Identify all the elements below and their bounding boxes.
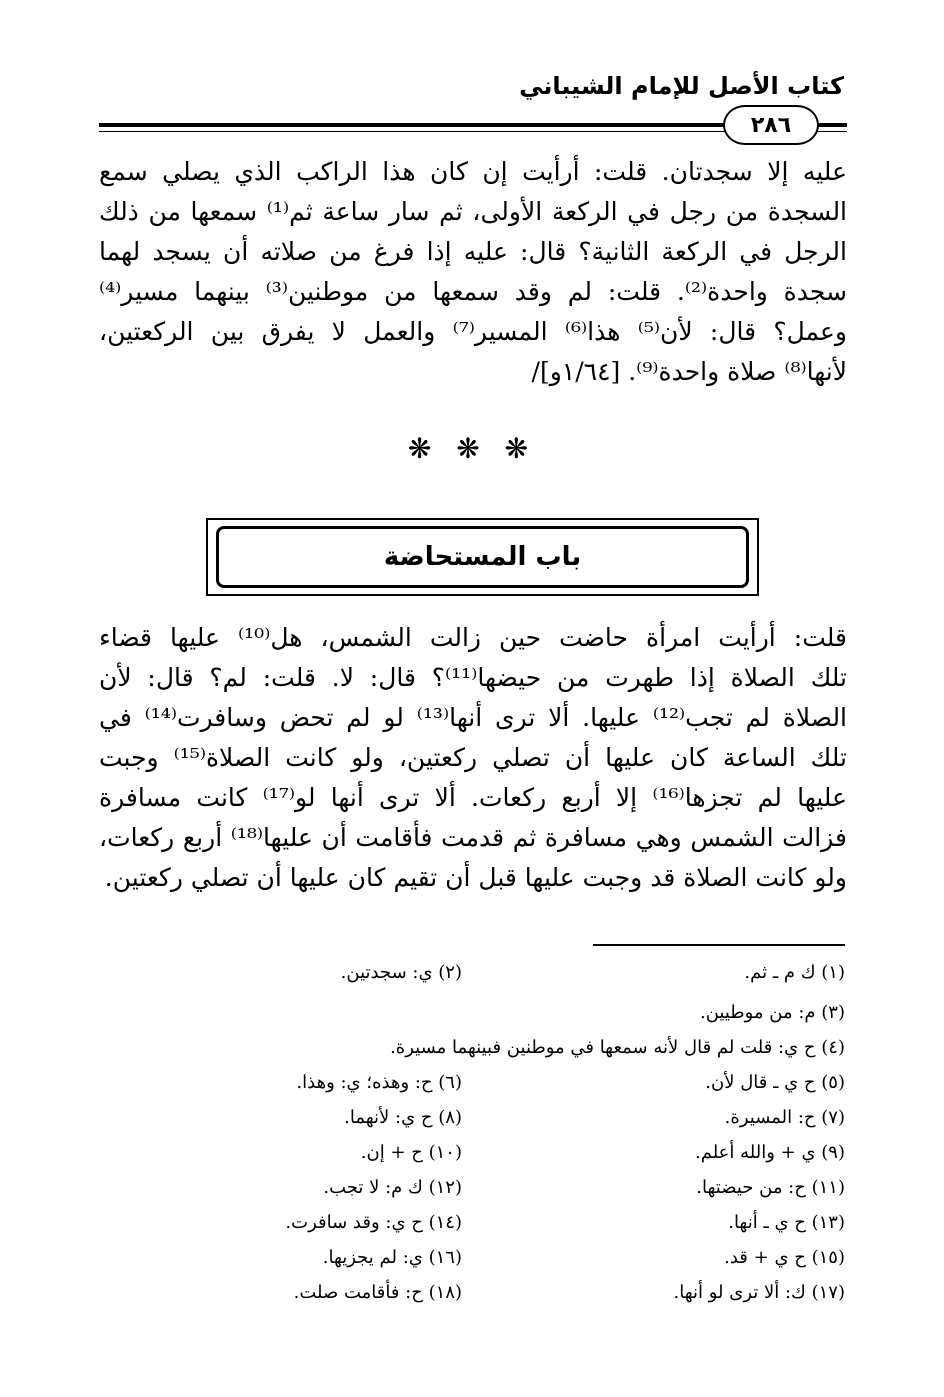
footnote: (١٢) ك م: لا تجب. [323,1177,462,1198]
text-line: سجدة واحدة⁽²⁾. قلت: لم وقد سمعها من موطنين⁽³⁾ بينهما مسير⁽⁴⁾ [99,277,847,306]
footnote: (٩) ي + والله أعلم. [695,1142,845,1163]
footnote: (٧) ح: المسيرة. [724,1107,845,1128]
footnote: (٦) ح: وهذه؛ ي: وهذا. [296,1072,462,1093]
chapter-title: باب المستحاضة [216,526,749,588]
text-line: ولو كانت الصلاة قد وجبت عليها قبل أن تقيم كان عليها أن تصلي ركعتين. [104,863,847,892]
section-separator: ❋ ❋ ❋ [407,432,537,465]
text-line: تلك الصلاة إذا طهرت من حيضها⁽¹¹⁾؟ قال: لا. قلت: لم؟ قال: لأن [99,663,847,692]
footnote: (١٥) ح ي + قد. [724,1247,845,1268]
footnote: (١١) ح: من حيضتها. [696,1177,845,1198]
footnote: (٤) ح ي: قلت لم قال لأنه سمعها في موطنين فبينهما مسيرة. [390,1037,845,1058]
footnote: (٨) ح ي: لأنهما. [344,1107,462,1128]
footnote: (١٧) ك: ألا ترى لو أنها. [673,1282,845,1303]
footnote-rule [593,944,845,946]
footnote: (١) ك م ـ ثم. [744,962,845,983]
footnote: (١٠) ح + إن. [360,1142,462,1163]
footnote: (١٤) ح ي: وقد سافرت. [285,1212,462,1233]
text-line: فزالت الشمس وهي مسافرة ثم قدمت فأقامت أن عليها⁽¹⁸⁾ أربع ركعات، [99,823,847,852]
paragraph-2 [99,618,847,898]
text-line: قلت: أرأيت امرأة حاضت حين زالت الشمس، هل⁽¹⁰⁾ عليها قضاء [99,623,847,652]
book-title: كتاب الأصل للإمام الشيباني [519,72,844,100]
footnote: (١٣) ح ي ـ أنها. [728,1212,845,1233]
paragraph-1 [99,152,847,392]
page-number: ٢٨٦ [723,105,819,145]
footnote: (٥) ح ي ـ قال لأن. [705,1072,845,1093]
text-line: وعمل؟ قال: لأن⁽⁵⁾ هذا⁽⁶⁾ المسير⁽⁷⁾ والعمل لا يفرق بين الركعتين، [99,317,847,346]
text-line: الصلاة لم تجب⁽¹²⁾ عليها. ألا ترى أنها⁽¹³⁾ لو لم تحض وسافرت⁽¹⁴⁾ في [99,703,848,732]
footnote: (١٨) ح: فأقامت صلت. [293,1282,462,1303]
text-line: السجدة من رجل في الركعة الأولى، ثم سار ساعة ثم⁽¹⁾ سمعها من ذلك [99,197,848,226]
footnote: (١٦) ي: لم يجزيها. [322,1247,462,1268]
text-line: عليها لم تجزها⁽¹⁶⁾ إلا أربع ركعات. ألا ترى أنها لو⁽¹⁷⁾ كانت مسافرة [99,783,847,812]
footnote: (٢) ي: سجدتين. [340,962,462,983]
text-line: الرجل في الركعة الثانية؟ قال: عليه إذا فرغ من صلاته أن يسجد لهما [99,237,847,266]
footnote: (٣) م: من موطيين. [700,1002,845,1023]
text-line: تلك الساعة كان عليها أن تصلي ركعتين، ولو كانت الصلاة⁽¹⁵⁾ وجبت [99,743,847,772]
text-line: لأنها⁽⁸⁾ صلاة واحدة⁽⁹⁾. [١/٦٤و]/ [531,357,847,386]
text-line: عليه إلا سجدتان. قلت: أرأيت إن كان هذا الراكب الذي يصلي سمع [99,157,847,186]
